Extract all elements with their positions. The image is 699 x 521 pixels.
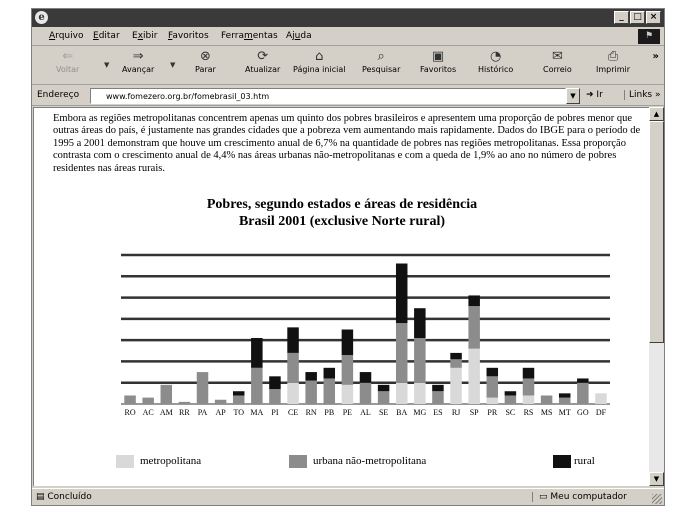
bar-se-series-2 (378, 385, 390, 391)
category-label-pr: PR (487, 408, 498, 417)
bar-pe-series-2 (342, 330, 354, 356)
forward-dropdown-icon[interactable]: ▼ (170, 61, 176, 69)
category-label-go: GO (577, 408, 589, 417)
bar-rs-series-1 (523, 378, 535, 395)
category-label-ma: MA (250, 408, 264, 417)
bar-mt-series-2 (559, 393, 571, 397)
category-label-pb: PB (324, 408, 335, 417)
bar-ce-series-2 (287, 327, 299, 353)
mail-button[interactable]: ✉ Correio (543, 49, 572, 74)
legend-label-urbana: urbana não-metropolitana (313, 455, 427, 467)
bar-pr-series-0 (487, 398, 499, 404)
go-arrow-icon: ➜ (586, 90, 594, 100)
category-label-mg: MG (413, 408, 427, 417)
browser-window (31, 8, 665, 506)
forward-arrow-icon: ⇒ (132, 49, 144, 64)
menu-ajuda[interactable]: Ajuda (286, 31, 312, 41)
bar-go-series-2 (577, 378, 589, 382)
refresh-button[interactable]: ⟳ Atualizar (245, 49, 281, 74)
category-label-sp: SP (469, 408, 479, 417)
bar-ba-series-2 (396, 264, 408, 324)
category-label-rn: RN (305, 408, 317, 417)
bar-sp-series-0 (468, 349, 480, 404)
bar-rs-series-0 (523, 395, 535, 404)
category-label-ms: MS (540, 408, 553, 417)
window-controls (614, 11, 661, 24)
bar-ma-series-2 (251, 338, 262, 368)
category-label-pe: PE (342, 408, 353, 417)
bar-ap-series-1 (215, 400, 227, 404)
poverty-bar-chart (34, 108, 649, 486)
computer-icon: ▭ (539, 492, 548, 502)
category-label-al: AL (360, 408, 371, 417)
history-icon: ◔ (489, 49, 502, 64)
category-label-ac: AC (142, 408, 154, 417)
bar-ce-series-0 (287, 383, 299, 404)
history-button[interactable]: ◔ Histórico (478, 49, 514, 74)
bar-ac-series-1 (142, 398, 154, 404)
page-content (33, 107, 649, 486)
chart-title: Pobres, segundo estados e áreas de residência (206, 197, 478, 212)
favorites-button[interactable]: ▣ Favoritos (420, 49, 457, 74)
search-button[interactable]: ⌕ Pesquisar (362, 49, 401, 74)
status-text: ▤ Concluído (36, 492, 92, 502)
forward-button[interactable]: ⇒ Avançar (122, 49, 155, 74)
category-label-rr: RR (179, 408, 190, 417)
bar-to-series-1 (233, 395, 245, 404)
bar-rs-series-2 (523, 368, 535, 379)
title-bar (32, 9, 664, 27)
bar-ba-series-0 (396, 383, 408, 404)
bar-rj-series-2 (450, 353, 462, 359)
bar-pb-series-2 (324, 368, 336, 379)
bar-sc-series-1 (505, 395, 517, 404)
bar-ma-series-1 (251, 368, 262, 404)
printer-icon: ⎙ (607, 49, 619, 64)
bar-rj-series-0 (450, 368, 462, 404)
bar-pr-series-1 (487, 376, 499, 397)
bar-pe-series-0 (342, 385, 354, 404)
bar-rj-series-1 (450, 359, 462, 368)
menu-bar (32, 28, 664, 46)
legend-swatch-urbana (289, 455, 307, 468)
bar-mt-series-1 (559, 398, 571, 404)
back-dropdown-icon[interactable]: ▼ (104, 61, 110, 69)
zone-indicator: ▭ Meu computador (532, 492, 627, 502)
menu-favoritos[interactable]: Favoritos (168, 31, 209, 41)
ie-icon[interactable]: e (35, 11, 48, 24)
intro-paragraph: Embora as regiões metropolitanas concentrem apenas um quinto dos pobres brasileiros e apresentem uma proporção de pobres menor que outras áreas do país, é justamente nas grandes cidades que a pobreza vem aumentando mais rapidamente. Dados do IBGE para o período de 1995 a 2001 demonstram que houve um crescimento anual de 6,7% na quantidade de pobres nas regiões metropolitanas. Essa proporção contrasta com o crescimento anual de 4,4% nas áreas urbanas não-metropolitanas e com a queda de 1,9% ao ano no número de pobres residentes nas áreas rurais. (53, 113, 641, 174)
bar-mg-series-1 (414, 338, 426, 383)
bar-mg-series-2 (414, 308, 426, 338)
search-icon: ⌕ (377, 49, 385, 64)
category-label-sc: SC (505, 408, 516, 417)
bar-al-series-1 (360, 383, 372, 404)
bar-sp-series-1 (468, 306, 480, 349)
category-label-to: TO (233, 408, 244, 417)
home-icon: ⌂ (315, 49, 324, 64)
legend-label-rural: rural (574, 455, 595, 467)
address-url: www.fomezero.org.br/fomebrasil_03.htm (106, 92, 270, 101)
close-button[interactable]: × (646, 11, 661, 24)
menu-exibir[interactable]: Exibir (132, 31, 158, 41)
category-label-rs: RS (523, 408, 534, 417)
minimize-button[interactable]: _ (614, 11, 629, 24)
bar-pa-series-1 (197, 372, 209, 404)
back-button[interactable]: ⇐ Voltar (56, 49, 80, 74)
print-button[interactable]: ⎙ Imprimir (596, 49, 631, 74)
scroll-up-arrow-icon[interactable]: ▲ (649, 107, 664, 121)
resize-grip[interactable] (652, 494, 662, 504)
bar-rn-series-1 (305, 381, 317, 404)
address-dropdown-button[interactable]: ▼ (566, 88, 580, 104)
bar-pe-series-1 (342, 355, 354, 385)
category-label-ce: CE (287, 408, 299, 417)
menu-arquivo[interactable]: Arquivo (49, 31, 84, 41)
bar-pi-series-1 (269, 389, 281, 404)
maximize-button[interactable]: □ (630, 11, 645, 24)
category-label-pa: PA (197, 408, 208, 417)
bar-es-series-2 (432, 385, 444, 391)
bar-pr-series-2 (487, 368, 499, 377)
back-arrow-icon: ⇐ (62, 49, 74, 64)
bar-pb-series-1 (324, 378, 336, 404)
category-label-am: AM (159, 408, 173, 417)
bar-es-series-1 (432, 391, 444, 404)
stop-button[interactable]: ⊗ Parar (195, 49, 216, 74)
bar-to-series-2 (233, 391, 245, 395)
page-icon: ▤ (36, 492, 45, 502)
bar-am-series-1 (161, 385, 173, 404)
bar-ms-series-1 (541, 395, 553, 404)
bar-se-series-1 (378, 391, 390, 404)
category-label-ap: AP (215, 408, 226, 417)
menu-editar[interactable]: Editar (93, 31, 120, 41)
address-label: Endereço (37, 90, 80, 100)
vertical-scrollbar[interactable] (649, 107, 664, 486)
legend-swatch-rural (553, 455, 571, 468)
menu-ferramentas[interactable]: Ferramentas (221, 31, 278, 41)
refresh-icon: ⟳ (257, 49, 269, 64)
toolbar (32, 47, 664, 85)
scroll-down-arrow-icon[interactable]: ▼ (649, 472, 664, 486)
bar-mg-series-0 (414, 383, 426, 404)
bar-sp-series-2 (468, 295, 480, 306)
category-label-rj: RJ (451, 408, 461, 417)
bar-ro-series-1 (124, 395, 136, 404)
bar-rr-series-1 (179, 402, 191, 404)
toolbar-overflow-icon[interactable]: » (652, 51, 659, 62)
bar-sc-series-2 (505, 391, 517, 395)
address-bar (32, 86, 664, 106)
chart-subtitle: Brasil 2001 (exclusive Norte rural) (238, 214, 446, 229)
links-button[interactable]: Links » (624, 90, 661, 100)
category-label-df: DF (595, 408, 607, 417)
bar-ba-series-1 (396, 323, 408, 383)
category-label-pi: PI (271, 408, 279, 417)
category-label-ro: RO (124, 408, 136, 417)
bar-rn-series-2 (305, 372, 317, 381)
stop-icon: ⊗ (199, 49, 211, 64)
bar-pi-series-2 (269, 376, 281, 389)
bar-ce-series-1 (287, 353, 299, 383)
legend-label-metropolitana: metropolitana (140, 455, 202, 467)
category-label-es: ES (433, 408, 443, 417)
go-button[interactable]: ➜ Ir (586, 90, 603, 100)
category-label-mt: MT (558, 408, 571, 417)
status-bar (32, 488, 664, 506)
windows-flag-icon: ⚑ (638, 29, 660, 44)
category-label-ba: BA (396, 408, 408, 417)
home-button[interactable]: ⌂ Página inicial (293, 49, 346, 74)
category-label-se: SE (378, 408, 389, 417)
bar-go-series-1 (577, 383, 589, 404)
address-input[interactable] (90, 88, 566, 104)
favorites-icon: ▣ (431, 49, 445, 64)
bar-al-series-2 (360, 372, 372, 383)
bar-df-series-0 (595, 393, 607, 404)
mail-icon: ✉ (551, 49, 563, 64)
scroll-thumb[interactable] (649, 121, 664, 343)
legend-swatch-metropolitana (116, 455, 134, 468)
